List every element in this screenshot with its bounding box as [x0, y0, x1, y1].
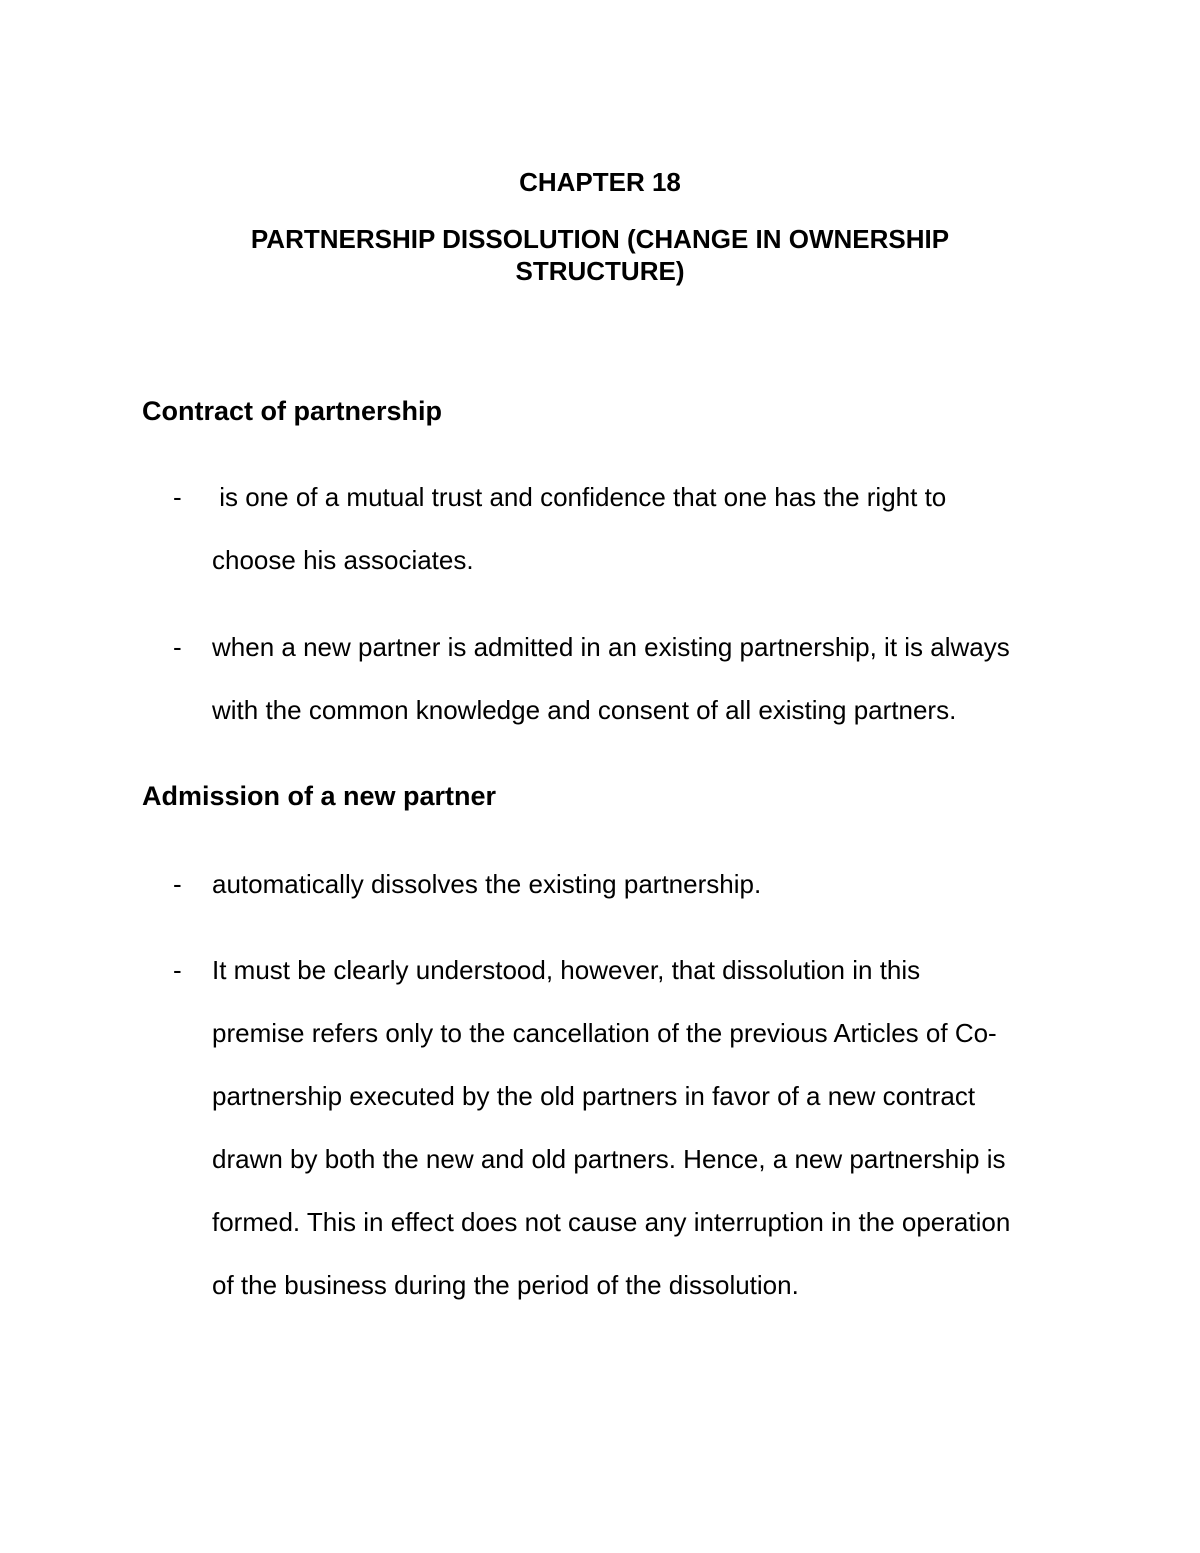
bullet-line: drawn by both the new and old partners. Hence, a new partnership is [212, 1144, 1006, 1174]
bullet-text [212, 616, 1062, 742]
bullet-line: partnership executed by the old partners in favor of a new contract [212, 1081, 976, 1111]
bullet-text [212, 853, 1062, 916]
bullet-line: is one of a mutual trust and confidence that one has the right to [212, 482, 947, 512]
chapter-title: CHAPTER 18 [519, 167, 681, 197]
document-title-line-2: STRUCTURE) [515, 256, 685, 286]
document-title-line-1: PARTNERSHIP DISSOLUTION (CHANGE IN OWNERSHIP [250, 224, 950, 254]
bullet-line: choose his associates. [212, 545, 474, 575]
bullet-line: formed. This in effect does not cause any interruption in the operation [212, 1207, 1011, 1237]
section-heading-admission-of-a-new-partner: Admission of a new partner [142, 781, 497, 811]
bullet-item [142, 466, 1062, 592]
bullet-dash: - [173, 955, 182, 985]
section-heading-contract-of-partnership: Contract of partnership [142, 396, 443, 426]
bullet-line: It must be clearly understood, however, that dissolution in this [212, 955, 921, 985]
bullet-line: automatically dissolves the existing partnership. [212, 869, 762, 899]
bullet-item [142, 853, 1062, 916]
bullet-line: when a new partner is admitted in an existing partnership, it is always [212, 632, 1010, 662]
bullet-line: premise refers only to the cancellation of the previous Articles of Co- [212, 1018, 997, 1048]
bullet-line: with the common knowledge and consent of all existing partners. [212, 695, 957, 725]
bullet-dash: - [173, 482, 182, 512]
bullet-dash: - [173, 632, 182, 662]
document-title [200, 223, 1000, 287]
bullet-line: of the business during the period of the dissolution. [212, 1270, 799, 1300]
bullet-item [142, 939, 1062, 1317]
bullet-text [212, 466, 1062, 592]
bullet-text [212, 939, 1062, 1317]
bullet-item [142, 616, 1062, 742]
bullet-dash: - [173, 869, 182, 899]
